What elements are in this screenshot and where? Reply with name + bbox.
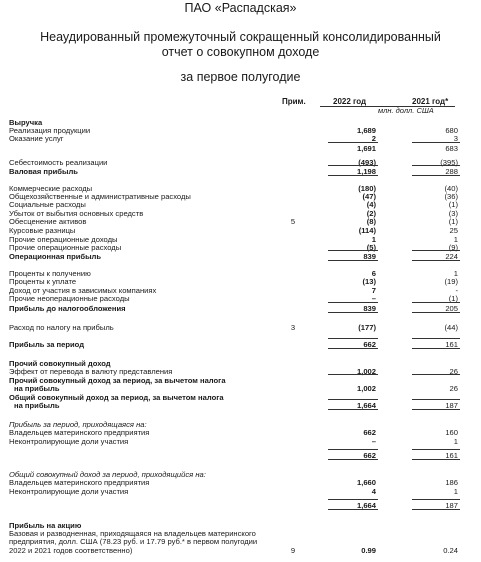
total-rule bbox=[328, 142, 378, 143]
total-rule bbox=[412, 409, 460, 410]
row-label: Расход по налогу на прибыль bbox=[9, 323, 114, 332]
row-label: Прибыль за период, приходящаяся на: bbox=[9, 420, 147, 429]
row-label: Себестоимость реализации bbox=[9, 158, 108, 167]
row-label: Доход от участия в зависимых компаниях bbox=[9, 286, 157, 295]
row-label: Прочий совокупный доход bbox=[9, 359, 111, 368]
value-2022: 1,002 bbox=[356, 367, 376, 376]
total-rule bbox=[412, 509, 460, 510]
table-row bbox=[0, 144, 481, 153]
value-2022: 839 bbox=[363, 252, 376, 261]
value-2022: (177) bbox=[358, 323, 376, 332]
table-row bbox=[0, 217, 481, 226]
value-2021: 1 bbox=[453, 269, 458, 278]
total-rule bbox=[412, 312, 460, 313]
value-2022: (5) bbox=[366, 243, 376, 252]
value-2022: 1 bbox=[371, 235, 376, 244]
total-rule bbox=[328, 459, 378, 460]
value-2021: 680 bbox=[445, 126, 458, 135]
table-row bbox=[0, 167, 481, 176]
row-label: Неконтролирующие доли участия bbox=[9, 487, 129, 496]
total-rule bbox=[412, 499, 460, 500]
value-2022: (493) bbox=[358, 158, 376, 167]
value-2021: (44) bbox=[444, 323, 458, 332]
row-note: 3 bbox=[290, 323, 296, 332]
value-2021: 288 bbox=[445, 167, 458, 176]
value-2021: 161 bbox=[445, 451, 458, 460]
value-2022: (47) bbox=[362, 192, 376, 201]
table-row bbox=[0, 437, 481, 446]
table-row bbox=[0, 546, 481, 555]
total-rule bbox=[412, 142, 460, 143]
value-2021: (1) bbox=[448, 294, 458, 303]
table-row bbox=[0, 277, 481, 286]
value-2021: 1 bbox=[453, 437, 458, 446]
total-rule bbox=[412, 302, 460, 303]
value-2022: – bbox=[371, 437, 376, 446]
row-label: Социальные расходы bbox=[9, 200, 86, 209]
row-label: Прибыль за период bbox=[9, 340, 85, 349]
value-2022: (8) bbox=[366, 217, 376, 226]
total-rule bbox=[412, 165, 460, 166]
value-2021: (1) bbox=[448, 217, 458, 226]
year-2022-header: 2022 год bbox=[333, 97, 367, 106]
table-row bbox=[0, 304, 481, 313]
value-2021: 25 bbox=[449, 226, 458, 235]
value-2021: 205 bbox=[445, 304, 458, 313]
total-rule bbox=[412, 459, 460, 460]
row-label: Прибыль на акцию bbox=[9, 521, 82, 530]
table-row bbox=[0, 158, 481, 167]
row-label: Общий совокупный доход за период, приходящийся на: bbox=[9, 470, 206, 479]
total-rule bbox=[328, 449, 378, 450]
row-label: Прибыль до налогообложения bbox=[9, 304, 126, 313]
total-rule bbox=[412, 175, 460, 176]
value-2021: 0.24 bbox=[443, 546, 458, 555]
total-rule bbox=[412, 260, 460, 261]
value-2021: 161 bbox=[445, 340, 458, 349]
row-label: Проценты к получению bbox=[9, 269, 91, 278]
total-rule bbox=[328, 399, 378, 400]
row-label: Общехозяйственные и административные расходы bbox=[9, 192, 191, 201]
total-rule bbox=[328, 409, 378, 410]
value-2022: 1,664 bbox=[356, 501, 376, 510]
row-label: Неконтролирующие доли участия bbox=[9, 437, 129, 446]
row-label: Коммерческие расходы bbox=[9, 184, 93, 193]
value-2022: (4) bbox=[366, 200, 376, 209]
row-label: Обесценение активов bbox=[9, 217, 87, 226]
table-row bbox=[0, 294, 481, 303]
row-note: 9 bbox=[290, 546, 296, 555]
row-label: Проценты к уплате bbox=[9, 277, 77, 286]
value-2021: 26 bbox=[449, 384, 458, 393]
total-rule bbox=[412, 374, 460, 375]
total-rule bbox=[412, 250, 460, 251]
value-2022: 662 bbox=[363, 428, 376, 437]
value-2022: (13) bbox=[362, 277, 376, 286]
row-label: Владельцев материнского предприятия bbox=[9, 478, 150, 487]
total-rule bbox=[328, 348, 378, 349]
row-label: Прочие неоперационные расходы bbox=[9, 294, 130, 303]
value-2021: 187 bbox=[445, 501, 458, 510]
row-label: Убыток от выбытия основных средств bbox=[9, 209, 144, 218]
table-row bbox=[0, 451, 481, 460]
value-2022: 1,664 bbox=[356, 401, 376, 410]
table-row bbox=[0, 243, 481, 252]
row-label: Курсовые разницы bbox=[9, 226, 76, 235]
row-label: Валовая прибыль bbox=[9, 167, 78, 176]
total-rule bbox=[412, 399, 460, 400]
value-2021: 160 bbox=[445, 428, 458, 437]
value-2021: (36) bbox=[444, 192, 458, 201]
total-rule bbox=[328, 338, 378, 339]
row-label: Прочие операционные доходы bbox=[9, 235, 118, 244]
total-rule bbox=[412, 338, 460, 339]
value-2021: (395) bbox=[440, 158, 458, 167]
row-label: Прочие операционные расходы bbox=[9, 243, 122, 252]
row-note: 5 bbox=[290, 217, 296, 226]
value-2021: 3 bbox=[453, 134, 458, 143]
total-rule bbox=[328, 312, 378, 313]
value-2021: 26 bbox=[449, 367, 458, 376]
value-2021: 683 bbox=[445, 144, 458, 153]
value-2022: (180) bbox=[358, 184, 376, 193]
table-row bbox=[0, 340, 481, 349]
row-label: Оказание услуг bbox=[9, 134, 64, 143]
total-rule bbox=[328, 499, 378, 500]
value-2022: 1,002 bbox=[356, 384, 376, 393]
row-label: 2022 и 2021 годов соответственно) bbox=[9, 546, 133, 555]
value-2022: 1,198 bbox=[356, 167, 376, 176]
row-label: Выручка bbox=[9, 118, 43, 127]
value-2021: (19) bbox=[444, 277, 458, 286]
company-name: ПАО «Распадская» bbox=[184, 1, 297, 15]
total-rule bbox=[328, 250, 378, 251]
total-rule bbox=[328, 509, 378, 510]
value-2022: 4 bbox=[371, 487, 376, 496]
row-label: Базовая и разводненная, приходящаяся на владельцев материнского bbox=[9, 529, 256, 538]
row-label: Операционная прибыль bbox=[9, 252, 102, 261]
value-2022: 662 bbox=[363, 340, 376, 349]
total-rule bbox=[328, 374, 378, 375]
total-rule bbox=[328, 175, 378, 176]
value-2021: (3) bbox=[448, 209, 458, 218]
table-row bbox=[0, 501, 481, 510]
total-rule bbox=[328, 165, 378, 166]
table-row bbox=[0, 226, 481, 235]
value-2021: 1 bbox=[453, 487, 458, 496]
value-2022: 1,691 bbox=[356, 144, 376, 153]
note-column-header: Прим. bbox=[282, 97, 306, 106]
table-row bbox=[0, 367, 481, 376]
value-2021: 187 bbox=[445, 401, 458, 410]
value-2022: 662 bbox=[363, 451, 376, 460]
title-line-2: отчет о совокупном доходе bbox=[161, 45, 320, 59]
table-row bbox=[0, 537, 481, 546]
row-label: Реализация продукции bbox=[9, 126, 91, 135]
table-row bbox=[0, 323, 481, 332]
row-label: Общий совокупный доход за период, за вычетом налога bbox=[9, 393, 224, 402]
value-2022: 839 bbox=[363, 304, 376, 313]
row-label: Прочий совокупный доход за период, за вычетом налога bbox=[9, 376, 226, 385]
period-label: за первое полугодие bbox=[180, 70, 301, 84]
units-label: млн. долл. США bbox=[378, 106, 434, 115]
value-2022: 1,689 bbox=[356, 126, 376, 135]
table-row bbox=[0, 384, 481, 393]
year-2021-header: 2021 год* bbox=[412, 97, 449, 106]
value-2021: - bbox=[455, 286, 458, 295]
value-2022: – bbox=[371, 294, 376, 303]
table-row bbox=[0, 401, 481, 410]
row-label: Эффект от перевода в валюту представления bbox=[9, 367, 173, 376]
total-rule bbox=[412, 348, 460, 349]
title-line-1: Неаудированный промежуточный сокращенный консолидированный bbox=[40, 30, 441, 44]
table-row bbox=[0, 487, 481, 496]
total-rule bbox=[412, 449, 460, 450]
row-label: на прибыль bbox=[14, 384, 60, 393]
value-2021: (1) bbox=[448, 200, 458, 209]
row-label: предприятия, долл. США (78.23 руб. и 17.79 руб.* в первом полугодии bbox=[9, 537, 258, 546]
row-label: Владельцев материнского предприятия bbox=[9, 428, 150, 437]
value-2022: (2) bbox=[366, 209, 376, 218]
value-2022: (114) bbox=[358, 226, 376, 235]
value-2021: (40) bbox=[444, 184, 458, 193]
total-rule bbox=[328, 260, 378, 261]
table-row bbox=[0, 428, 481, 437]
value-2021: (9) bbox=[448, 243, 458, 252]
value-2021: 186 bbox=[445, 478, 458, 487]
row-label: на прибыль bbox=[14, 401, 60, 410]
table-row bbox=[0, 134, 481, 143]
value-2022: 6 bbox=[371, 269, 376, 278]
total-rule bbox=[328, 302, 378, 303]
value-2022: 0.99 bbox=[361, 546, 376, 555]
value-2021: 224 bbox=[445, 252, 458, 261]
value-2022: 7 bbox=[371, 286, 376, 295]
value-2022: 2 bbox=[371, 134, 376, 143]
table-row bbox=[0, 478, 481, 487]
value-2021: 1 bbox=[453, 235, 458, 244]
table-row bbox=[0, 252, 481, 261]
value-2022: 1,660 bbox=[356, 478, 376, 487]
table-row bbox=[0, 200, 481, 209]
